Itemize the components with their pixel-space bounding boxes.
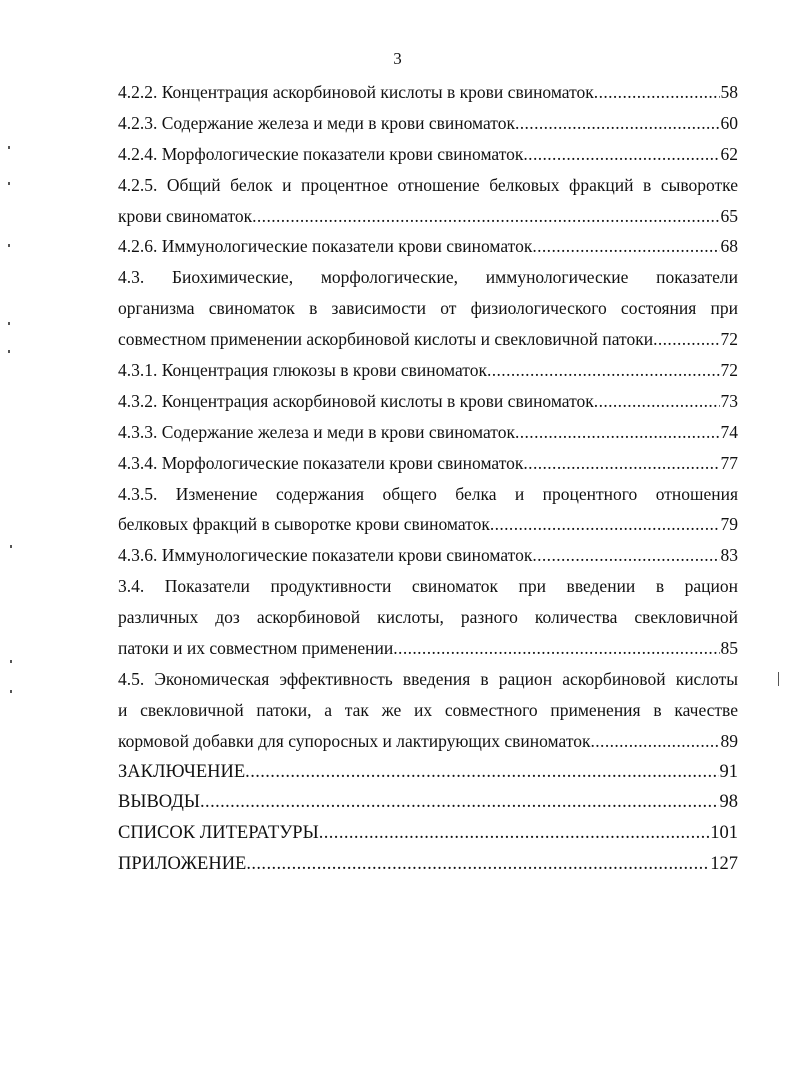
toc-entry-title-line: 3.4. Показатели продуктивности свиноматок при введении в рацион bbox=[118, 576, 738, 597]
dot-leader bbox=[591, 726, 720, 757]
page-number: 3 bbox=[393, 49, 402, 68]
toc-line bbox=[118, 324, 738, 355]
toc-entry-title: 4.3.6. Иммунологические показатели крови свиноматок bbox=[118, 545, 533, 566]
toc-entry-title: патоки и их совместном применении bbox=[118, 638, 394, 659]
toc-entry bbox=[118, 231, 738, 262]
toc-entry-title: ЗАКЛЮЧЕНИЕ bbox=[118, 761, 246, 782]
toc-page-number: 79 bbox=[720, 514, 738, 535]
toc-entry bbox=[118, 77, 738, 108]
toc-entry-title: 4.2.3. Содержание железа и меди в крови свиноматок bbox=[118, 112, 515, 133]
toc-entry-title-line: различных доз аскорбиновой кислоты, разного количества свекловичной bbox=[118, 607, 738, 628]
dot-leader bbox=[393, 633, 719, 664]
toc-entry bbox=[118, 849, 738, 880]
toc-entry bbox=[118, 540, 738, 571]
toc-line bbox=[118, 787, 738, 818]
toc-line bbox=[118, 540, 738, 571]
scan-mark bbox=[8, 146, 10, 149]
toc-line bbox=[118, 726, 738, 757]
toc-entry-title-line: 4.2.5. Общий белок и процентное отношение белковых фракций в сыворотке bbox=[118, 174, 738, 195]
toc-line bbox=[118, 231, 738, 262]
dot-leader bbox=[653, 324, 719, 355]
toc-line bbox=[118, 386, 738, 417]
toc-page-number: 58 bbox=[720, 82, 738, 102]
toc-entry bbox=[118, 170, 738, 232]
toc-entry-title: 4.3.3. Содержание железа и меди в крови свиноматок bbox=[118, 421, 515, 442]
toc-page-number: 60 bbox=[720, 112, 738, 133]
toc-page-number: 77 bbox=[720, 452, 738, 473]
toc-page-number: 72 bbox=[720, 360, 738, 381]
toc-line bbox=[118, 633, 738, 664]
toc-entry-title: 4.3.1. Концентрация глюкозы в крови свиноматок bbox=[118, 360, 487, 381]
scan-mark bbox=[8, 182, 10, 185]
toc-entry-title: белковых фракций в сыворотке крови свиноматок bbox=[118, 514, 490, 535]
scan-mark bbox=[8, 244, 10, 247]
toc-entry-title: СПИСОК ЛИТЕРАТУРЫ bbox=[118, 823, 319, 844]
dot-leader bbox=[532, 540, 719, 571]
toc-entry bbox=[118, 664, 738, 757]
scan-mark bbox=[10, 690, 12, 693]
toc-entry-title-line: организма свиноматок в зависимости от физиологического состояния при bbox=[118, 298, 738, 319]
scan-mark bbox=[10, 660, 12, 663]
scan-mark bbox=[10, 545, 12, 548]
toc-entry-title: 4.2.6. Иммунологические показатели крови свиноматок bbox=[118, 236, 533, 257]
toc-entry-title: кормовой добавки для супоросных и лактирующих свиноматок bbox=[118, 730, 591, 751]
toc-entry-title-line: 4.3.5. Изменение содержания общего белка и процентного отношения bbox=[118, 483, 738, 504]
toc-page-number: 127 bbox=[710, 854, 738, 875]
toc-page-number: 74 bbox=[720, 421, 738, 442]
toc-page-number: 101 bbox=[710, 823, 738, 844]
table-of-contents bbox=[118, 77, 738, 880]
scan-mark bbox=[8, 350, 10, 353]
toc-page-number: 83 bbox=[720, 545, 738, 566]
toc-entry bbox=[118, 417, 738, 448]
toc-entry-title: крови свиноматок bbox=[118, 205, 253, 226]
dot-leader bbox=[594, 386, 720, 417]
toc-entry-title: 4.2.4. Морфологические показатели крови свиноматок bbox=[118, 143, 524, 164]
toc-page-number: 62 bbox=[720, 143, 738, 164]
toc-page-number: 73 bbox=[720, 390, 738, 411]
toc-entry-title: 4.2.2. Концентрация аскорбиновой кислоты в крови свиноматок bbox=[118, 82, 594, 102]
dot-leader bbox=[515, 108, 720, 139]
toc-entry bbox=[118, 479, 738, 541]
toc-entry bbox=[118, 818, 738, 849]
scan-mark bbox=[8, 322, 10, 325]
toc-line bbox=[118, 77, 738, 108]
dot-leader bbox=[319, 818, 710, 849]
toc-entry-title: ПРИЛОЖЕНИЕ bbox=[118, 854, 247, 875]
toc-entry-title: 4.3.2. Концентрация аскорбиновой кислоты в крови свиноматок bbox=[118, 390, 594, 411]
toc-entry-title-line: 4.3. Биохимические, морфологические, иммунологические показатели bbox=[118, 267, 738, 288]
toc-entry bbox=[118, 262, 738, 355]
toc-page-number: 89 bbox=[720, 730, 738, 751]
toc-page-number: 91 bbox=[719, 761, 738, 782]
toc-line bbox=[118, 757, 738, 788]
toc-line bbox=[118, 201, 738, 232]
toc-entry bbox=[118, 355, 738, 386]
toc-entry bbox=[118, 448, 738, 479]
toc-line bbox=[118, 355, 738, 386]
toc-line bbox=[118, 509, 738, 540]
dot-leader bbox=[523, 448, 719, 479]
toc-entry bbox=[118, 386, 738, 417]
dot-leader bbox=[246, 849, 709, 880]
toc-line bbox=[118, 139, 738, 170]
toc-entry-title-line: 4.5. Экономическая эффективность введения в рацион аскорбиновой кислоты bbox=[118, 668, 738, 689]
toc-line bbox=[118, 849, 738, 880]
toc-entry bbox=[118, 787, 738, 818]
toc-page-number: 68 bbox=[720, 236, 738, 257]
toc-page-number: 85 bbox=[720, 638, 738, 659]
dot-leader bbox=[532, 231, 719, 262]
toc-entry-title: ВЫВОДЫ bbox=[118, 792, 201, 813]
dot-leader bbox=[515, 417, 720, 448]
toc-line bbox=[118, 818, 738, 849]
dot-leader bbox=[200, 787, 718, 818]
toc-entry bbox=[118, 757, 738, 788]
toc-line bbox=[118, 417, 738, 448]
toc-line bbox=[118, 108, 738, 139]
dot-leader bbox=[523, 139, 719, 170]
dot-leader bbox=[252, 201, 719, 232]
toc-page-number: 98 bbox=[719, 792, 738, 813]
dot-leader bbox=[594, 77, 720, 108]
toc-entry-title-line: и свекловичной патоки, а так же их совместного применения в качестве bbox=[118, 699, 738, 720]
scan-mark bbox=[778, 672, 779, 686]
toc-entry-title: совместном применении аскорбиновой кислоты и свекловичной патоки bbox=[118, 329, 654, 350]
toc-entry bbox=[118, 108, 738, 139]
toc-entry bbox=[118, 571, 738, 664]
toc-page-number: 72 bbox=[720, 329, 738, 350]
toc-page-number: 65 bbox=[720, 205, 738, 226]
toc-entry bbox=[118, 139, 738, 170]
dot-leader bbox=[490, 509, 720, 540]
toc-entry-title: 4.3.4. Морфологические показатели крови свиноматок bbox=[118, 452, 524, 473]
dot-leader bbox=[487, 355, 720, 386]
toc-line bbox=[118, 448, 738, 479]
dot-leader bbox=[245, 757, 718, 788]
